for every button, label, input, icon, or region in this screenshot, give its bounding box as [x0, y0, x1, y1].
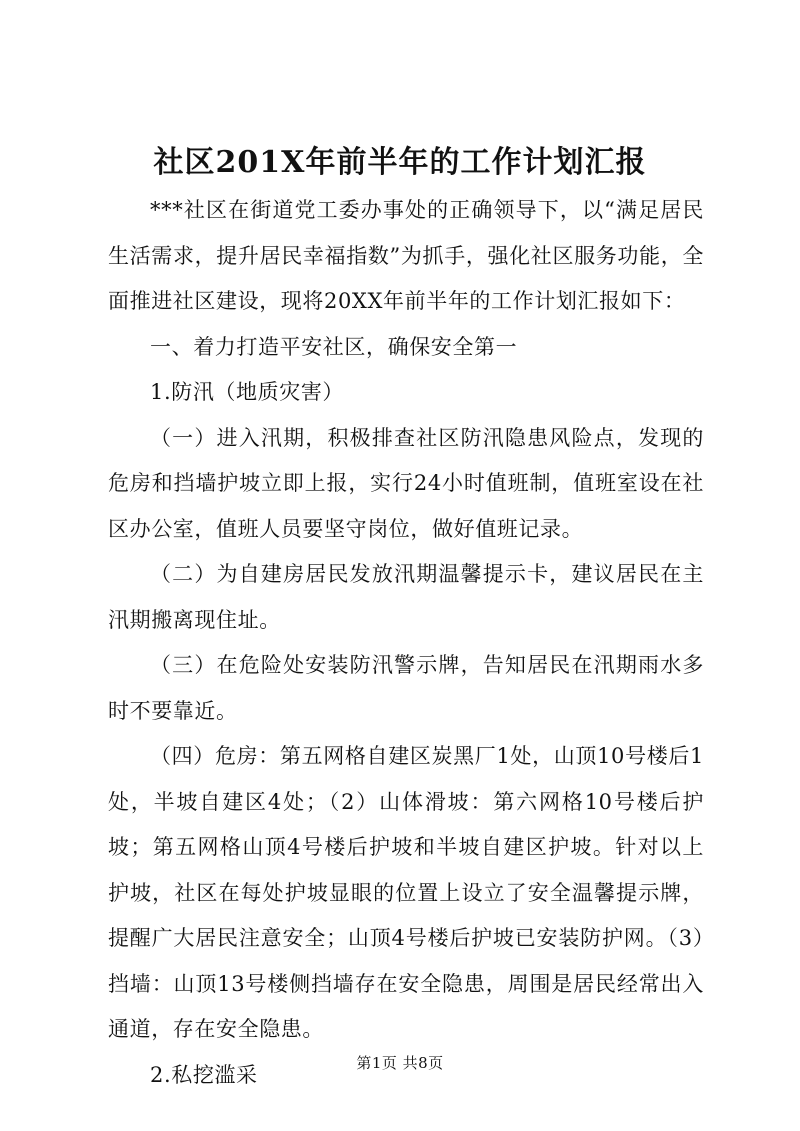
- flood-item-4-paragraph: （四）危房：第五网格自建区炭黑厂1处，山顶10号楼后1处，半坡自建区4处；（2）山体滑坡：第六网格10号楼后护坡；第五网格山顶4号楼后护坡和半坡自建区护坡。针对以上护坡，社区在每处护坡显眼的位置上设立了安全温馨提示牌，提醒广大居民注意安全；山顶4号楼后护坡已安装防护网。（3）挡墙：山顶13号楼侧挡墙存在安全隐患，周围是居民经常出入通道，存在安全隐患。: [108, 744, 704, 1041]
- flood-item-2-paragraph: （二）为自建房居民发放汛期温馨提示卡，建议居民在主汛期搬离现住址。: [108, 562, 704, 632]
- subsection-heading-mining: 2.私挖滥采: [150, 1062, 258, 1087]
- document-title: 社区201X年前半年的工作计划汇报: [153, 145, 647, 180]
- flood-item-1-paragraph: （一）进入汛期，积极排查社区防汛隐患风险点，发现的危房和挡墙护坡立即上报，实行24小时值班制，值班室设在社区办公室，值班人员要坚守岗位，做好值班记录。: [108, 425, 704, 541]
- document-body: [108, 188, 704, 1098]
- intro-paragraph: ***社区在街道党工委办事处的正确领导下，以“满足居民生活需求，提升居民幸福指数”为抓手，强化社区服务功能，全面推进社区建设，现将20XX年前半年的工作计划汇报如下：: [108, 198, 704, 313]
- subsection-heading-flood: 1.防汛（地质灾害）: [150, 380, 345, 404]
- section-heading-safety: 一、着力打造平安社区，确保安全第一: [150, 334, 518, 359]
- flood-item-3-paragraph: （三）在危险处安装防汛警示牌，告知居民在汛期雨水多时不要靠近。: [108, 653, 704, 723]
- page-footer: 第1页 共8页: [356, 1054, 444, 1072]
